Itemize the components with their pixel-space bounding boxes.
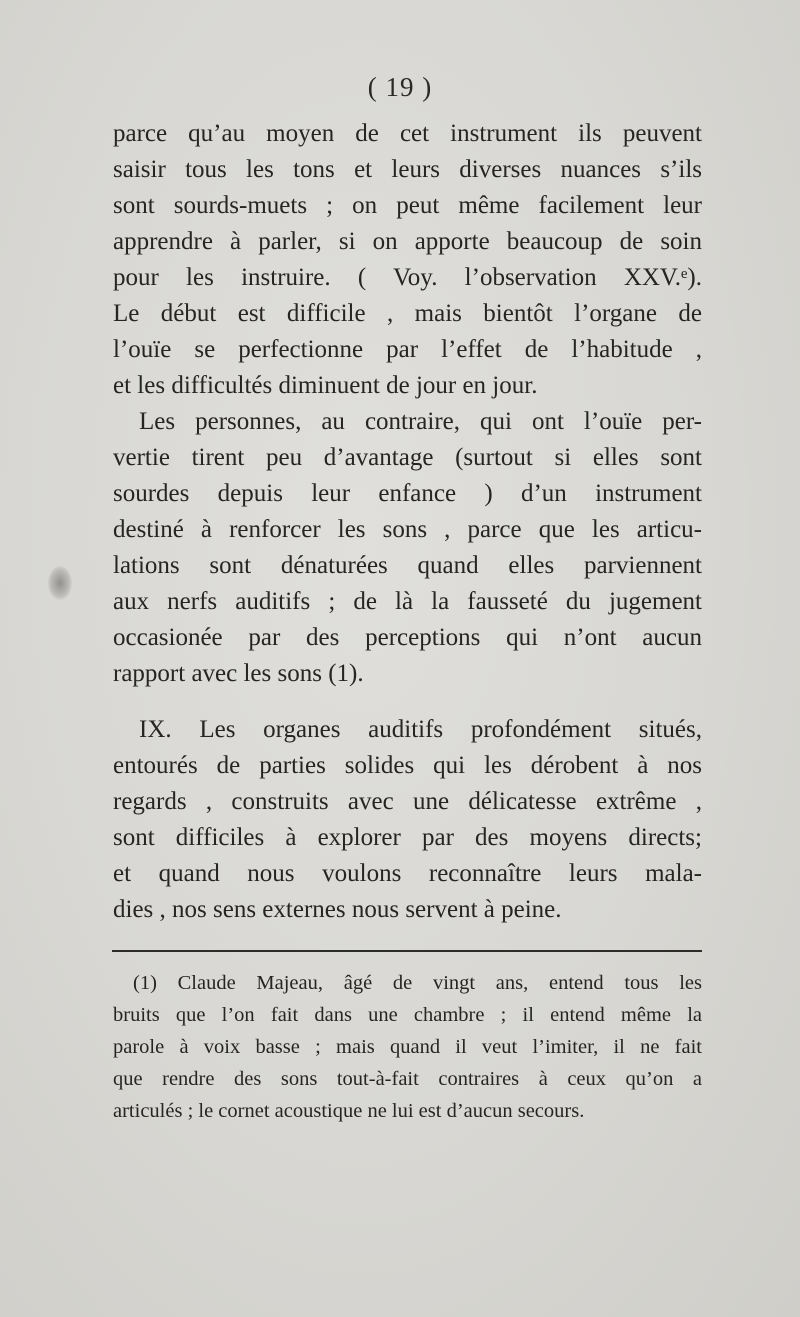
text-line: rapport avec les sons (1).: [113, 660, 364, 687]
footnote-divider: [112, 950, 702, 952]
text-line: saisir tous les tons et leurs diverses nuances s’ils: [113, 156, 702, 183]
text-line: et quand nous voulons reconnaître leurs mala-: [113, 860, 702, 887]
text-line: et les difficultés diminuent de jour en jour.: [113, 372, 538, 399]
text-line: destiné à renforcer les sons , parce que les articu-: [113, 516, 702, 543]
text-line: regards , construits avec une délicatesse extrême ,: [113, 788, 702, 815]
text-line: IX. Les organes auditifs profondément situés,: [139, 716, 702, 743]
text-line: l’ouïe se perfectionne par l’effet de l’habitude ,: [113, 336, 702, 363]
text-line: entourés de parties solides qui les dérobent à nos: [113, 752, 702, 779]
text-line: lations sont dénaturées quand elles parviennent: [113, 552, 702, 579]
footnote-line: que rendre des sons tout-à-fait contraires à ceux qu’on a: [113, 1068, 702, 1090]
paragraph-1: [113, 116, 702, 404]
paragraph-3: [113, 712, 702, 928]
text-line: sourdes depuis leur enfance ) d’un instrument: [113, 480, 702, 507]
text-line: occasionée par des perceptions qui n’ont aucun: [113, 624, 702, 651]
text-line: sont difficiles à explorer par des moyens directs;: [113, 824, 702, 851]
paragraph-2: [113, 404, 702, 692]
footnote-line: parole à voix basse ; mais quand il veut l’imiter, il ne fait: [113, 1036, 702, 1058]
text-line: pour les instruire. ( Voy. l’observation XXV.ᵉ).: [113, 264, 702, 291]
text-line: dies , nos sens externes nous servent à peine.: [113, 896, 562, 923]
footnote-line: articulés ; le cornet acoustique ne lui est d’aucun secours.: [113, 1100, 585, 1122]
ink-smudge: [48, 566, 72, 600]
footnote-line: (1) Claude Majeau, âgé de vingt ans, entend tous les: [133, 972, 702, 994]
text-line: parce qu’au moyen de cet instrument ils peuvent: [113, 120, 702, 147]
text-line: vertie tirent peu d’avantage (surtout si elles sont: [113, 444, 702, 471]
footnote-line: bruits que l’on fait dans une chambre ; il entend même la: [113, 1004, 702, 1026]
text-line: apprendre à parler, si on apporte beaucoup de soin: [113, 228, 702, 255]
text-line: aux nerfs auditifs ; de là la fausseté du jugement: [113, 588, 702, 615]
page-number: ( 19 ): [367, 72, 433, 102]
text-line: sont sourds-muets ; on peut même facilement leur: [113, 192, 702, 219]
text-line: Le début est difficile , mais bientôt l’organe de: [113, 300, 702, 327]
footnote: [113, 967, 702, 1127]
text-line: Les personnes, au contraire, qui ont l’ouïe per-: [139, 408, 702, 435]
